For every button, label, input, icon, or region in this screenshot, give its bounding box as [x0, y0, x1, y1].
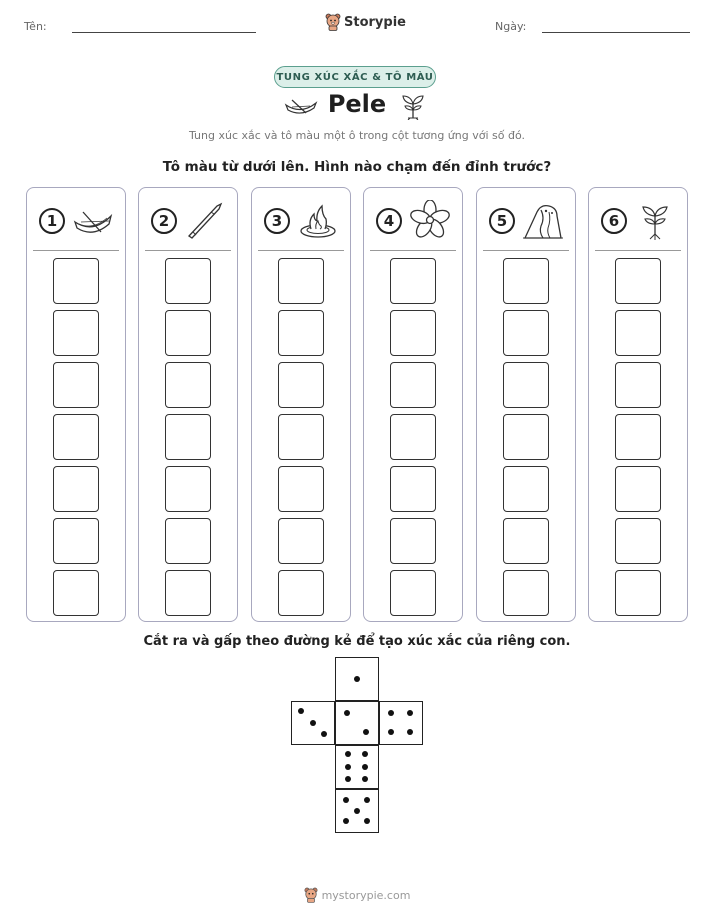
color-cell[interactable] — [503, 310, 549, 356]
question: Tô màu từ dưới lên. Hình nào chạm đến đỉnh trước? — [162, 159, 552, 175]
brand-logo — [325, 13, 406, 31]
color-cell[interactable] — [390, 570, 436, 616]
color-cell[interactable] — [503, 466, 549, 512]
dice-pip — [345, 776, 351, 782]
instructions: Tung xúc xắc và tô màu một ô trong cột tương ứng với số đó. — [189, 129, 525, 142]
color-cell[interactable] — [503, 518, 549, 564]
date-line — [542, 32, 690, 33]
color-cell[interactable] — [53, 310, 99, 356]
sprout-icon — [633, 200, 677, 240]
roll-column-5 — [476, 187, 576, 622]
color-cell[interactable] — [53, 570, 99, 616]
color-cell[interactable] — [278, 570, 324, 616]
dice-pip — [354, 676, 360, 682]
color-cell[interactable] — [53, 466, 99, 512]
color-cell[interactable] — [278, 310, 324, 356]
color-cell[interactable] — [165, 258, 211, 304]
brand-name: Storypie — [344, 14, 406, 30]
color-cell[interactable] — [615, 518, 661, 564]
dice-pip — [343, 818, 349, 824]
activity-badge: TUNG XÚC XẮC & TÔ MÀU — [274, 66, 436, 88]
dice-pip — [354, 808, 360, 814]
dice-pip — [344, 710, 350, 716]
column-divider — [258, 250, 344, 251]
roll-column-4 — [363, 187, 463, 622]
color-cell[interactable] — [615, 414, 661, 460]
dice-pip — [363, 729, 369, 735]
color-cell[interactable] — [390, 414, 436, 460]
color-cell[interactable] — [503, 414, 549, 460]
column-number: 4 — [376, 208, 402, 234]
column-number: 5 — [489, 208, 515, 234]
footer-url: mystorypie.com — [321, 888, 411, 902]
dice-pip — [298, 708, 304, 714]
column-divider — [145, 250, 231, 251]
dice-face-5 — [335, 789, 379, 833]
color-cell[interactable] — [165, 414, 211, 460]
dice-face-1 — [335, 657, 379, 701]
color-cell[interactable] — [53, 258, 99, 304]
dice-pip — [364, 797, 370, 803]
cut-instruction: Cắt ra và gấp theo đường kẻ để tạo xúc xắc của riêng con. — [143, 634, 571, 649]
dice-face-3 — [291, 701, 335, 745]
dice-pip — [362, 776, 368, 782]
dice-face-6 — [335, 745, 379, 789]
dice-pip — [388, 710, 394, 716]
dice-pip — [345, 751, 351, 757]
dice-pip — [407, 729, 413, 735]
color-cell[interactable] — [390, 310, 436, 356]
sprout-icon — [400, 92, 426, 120]
dice-pip — [343, 797, 349, 803]
color-cell[interactable] — [278, 414, 324, 460]
color-cell[interactable] — [615, 310, 661, 356]
color-cell[interactable] — [503, 570, 549, 616]
color-cell[interactable] — [390, 466, 436, 512]
color-cell[interactable] — [278, 518, 324, 564]
name-label: Tên: — [24, 20, 47, 33]
color-cell[interactable] — [615, 258, 661, 304]
column-number: 2 — [151, 208, 177, 234]
roll-column-6 — [588, 187, 688, 622]
canoe-icon — [71, 200, 115, 240]
dice-pip — [321, 731, 327, 737]
column-divider — [483, 250, 569, 251]
color-cell[interactable] — [615, 466, 661, 512]
dice-pip — [407, 710, 413, 716]
color-cell[interactable] — [390, 518, 436, 564]
color-cell[interactable] — [278, 362, 324, 408]
color-cell[interactable] — [53, 518, 99, 564]
roll-column-3 — [251, 187, 351, 622]
column-divider — [370, 250, 456, 251]
storypie-bear-icon — [325, 13, 341, 31]
fire-pit-icon — [296, 200, 340, 240]
name-line — [72, 32, 256, 33]
dice-pip — [310, 720, 316, 726]
color-cell[interactable] — [165, 362, 211, 408]
dice-pip — [362, 751, 368, 757]
color-cell[interactable] — [53, 414, 99, 460]
color-cell[interactable] — [615, 570, 661, 616]
color-cell[interactable] — [165, 570, 211, 616]
dice-pip — [345, 764, 351, 770]
color-cell[interactable] — [503, 362, 549, 408]
color-cell[interactable] — [53, 362, 99, 408]
dice-pip — [362, 764, 368, 770]
dice-face-4 — [379, 701, 423, 745]
column-number: 1 — [39, 208, 65, 234]
dice-pip — [388, 729, 394, 735]
volcano-lava-icon — [521, 200, 565, 240]
digging-stick-icon — [183, 200, 227, 240]
color-cell[interactable] — [503, 258, 549, 304]
dice-pip — [364, 818, 370, 824]
page-title: Pele — [327, 90, 387, 118]
color-cell[interactable] — [165, 518, 211, 564]
color-cell[interactable] — [390, 362, 436, 408]
color-cell[interactable] — [165, 466, 211, 512]
color-cell[interactable] — [390, 258, 436, 304]
column-divider — [33, 250, 119, 251]
color-cell[interactable] — [615, 362, 661, 408]
storypie-bear-icon — [304, 887, 318, 903]
color-cell[interactable] — [278, 258, 324, 304]
column-number: 6 — [601, 208, 627, 234]
dice-face-2 — [335, 701, 379, 745]
column-divider — [595, 250, 681, 251]
column-number: 3 — [264, 208, 290, 234]
color-cell[interactable] — [278, 466, 324, 512]
date-label: Ngày: — [495, 20, 527, 33]
footer — [0, 887, 714, 903]
roll-column-2 — [138, 187, 238, 622]
color-cell[interactable] — [165, 310, 211, 356]
hibiscus-flower-icon — [408, 200, 452, 240]
roll-column-1 — [26, 187, 126, 622]
